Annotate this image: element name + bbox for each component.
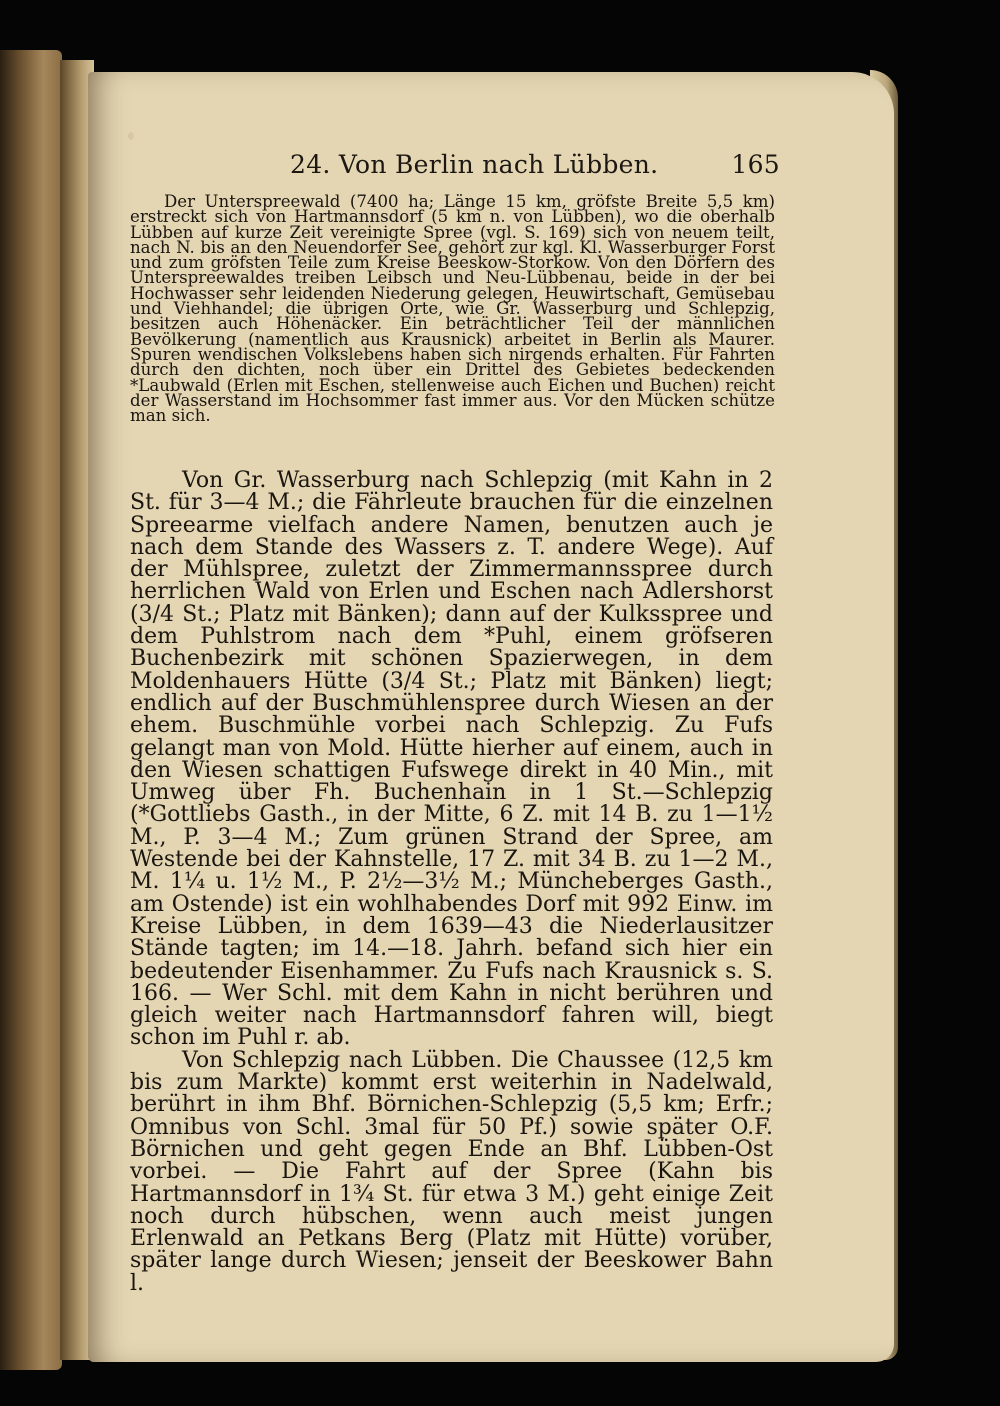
main-text-section (130, 470, 773, 1295)
small-print-section (130, 192, 775, 426)
running-header (290, 150, 780, 179)
route-schlepzig-luebben: Von Schlepzig nach Lübben. Die Chaussee (12,5 km bis zum Markte) kommt erst weiterhin in Nadelwald, berührt in ihm Bhf. Börnichen-Schlepzig (5,5 km; Erfr.; Omnibus von Schl. 3mal für 50 Pf.) sowie später O.F. Börnichen und geht gegen Ende an Bhf. Lübben-Ost vorbei. — Die Fahrt auf der Spree (Kahn bis Hartmannsdorf in 1¾ St. für etwa 3 M.) geht einige Zeit noch durch hübschen, wenn auch meist jungen Erlenwald an Petkans Berg (Platz mit Hütte) vorüber, später lange durch Wiesen; jenseit der Beeskower Bahn l. (130, 1047, 773, 1296)
chapter-title: 24. Von Berlin nach Lübben. (290, 150, 659, 179)
route-wasserburg-schlepzig: Von Gr. Wasserburg nach Schlepzig (mit Kahn in 2 St. für 3—4 M.; die Fährleute brauchen für die einzelnen Spreearme vielfach andere Namen, benutzen auch je nach dem Stande des Wassers z. T. andere Wege). Auf der Mühlspree, zuletzt der Zimmermannsspree durch herrlichen Wald von Erlen und Eschen nach Adlershorst (3/4 St.; Platz mit Bänken); dann auf der Kulksspree und dem Puhlstrom nach dem *Puhl, einem gröfseren Buchenbezirk mit schönen Spazierwegen, in dem Moldenhauers Hütte (3/4 St.; Platz mit Bänken) liegt; endlich auf der Buschmühlenspree durch Wiesen an der ehem. Buschmühle vorbei nach Schlepzig. Zu Fufs gelangt man von Mold. Hütte hierher auf einem, auch in den Wiesen schattigen Fufswege direkt in 40 Min., mit Umweg über Fh. Buchenhain in 1 St.—Schlepzig (*Gottliebs Gasth., in der Mitte, 6 Z. mit 14 B. zu 1—1½ M., P. 3—4 M.; Zum grünen Strand der Spree, am Westende bei der Kahnstelle, 17 Z. mit 34 B. zu 1—2 M., M. 1¼ u. 1½ M., P. 2½—3½ M.; Müncheberges Gasth., am Ostende) ist ein wohlhabendes Dorf mit 992 Einw. im Kreise Lübben, in dem 1639—43 die Niederlausitzer Stände tagten; im 14.—18. Jahrh. befand sich hier ein bedeutender Eisenhammer. Zu Fufs nach Krausnick s. S. 166. — Wer Schl. mit dem Kahn in nicht berühren und gleich weiter nach Hartmannsdorf fahren will, biegt schon im Puhl r. ab. (130, 468, 773, 1051)
unterspreewald-paragraph: Der Unterspreewald (7400 ha; Länge 15 km, gröfste Breite 5,5 km) erstreckt sich von Hartmannsdorf (5 km n. von Lübben), wo die oberhalb Lübben auf kurze Zeit vereinigte Spree (vgl. S. 169) sich von neuem teilt, nach N. bis an den Neuendorfer See, gehört zur kgl. Kl. Wasserburger Forst und zum gröfsten Teile zum Kreise Beeskow-Storkow. Von den Dörfern des Unterspreewaldes treiben Leibsch und Neu-Lübbenau, beide in der bei Hochwasser sehr leidenden Niederung gelegen, Heuwirtschaft, Gemüsebau und Viehhandel; die übrigen Orte, wie Gr. Wasserburg und Schlepzig, besitzen auch Höhenäcker. Ein beträchtlicher Teil der männlichen Bevölkerung (namentlich aus Krausnick) arbeitet in Berlin als Maurer. Spuren wendischen Volkslebens haben sich nirgends erhalten. Für Fahrten durch den dichten, noch über ein Drittel des Gebietes bedeckenden *Laubwald (Erlen mit Eschen, stellenweise auch Eichen und Buchen) reicht der Wasserstand im Hochsommer fast immer aus. Vor den Mücken schütze man sich. (130, 192, 775, 426)
page-spot (128, 132, 134, 140)
facing-page-edge (0, 50, 62, 1370)
page-number: 165 (731, 150, 780, 179)
